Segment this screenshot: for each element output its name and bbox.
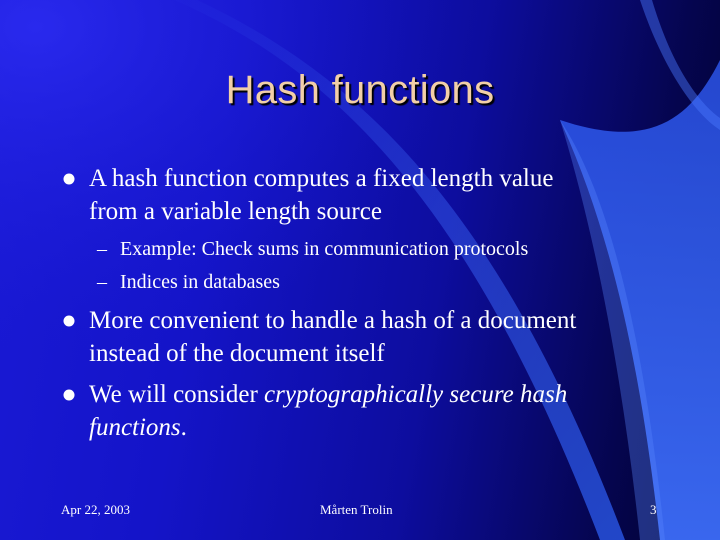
- bullet-3-period: .: [180, 414, 187, 441]
- bullet-3-italic-text: cryptographically secure hash: [264, 381, 568, 408]
- footer-date: Apr 22, 2003: [61, 502, 130, 517]
- sub-bullet-marker: –: [97, 238, 107, 260]
- bullet-3-plain-text: We will consider: [89, 381, 265, 408]
- slide-title: Hash functions: [225, 68, 495, 112]
- bullet-2-line-2: instead of the document itself: [89, 340, 385, 367]
- bullet-1-line-1: A hash function computes a fixed length value: [89, 165, 554, 192]
- bullet-icon: [63, 389, 75, 401]
- bullet-3-italic-text-2: functions: [89, 414, 181, 441]
- footer-author: Mårten Trolin: [320, 502, 393, 517]
- sub-bullet-marker: –: [97, 271, 107, 293]
- bullet-2-line-1: More convenient to handle a hash of a document: [89, 307, 577, 334]
- footer-page-number: 3: [650, 502, 657, 517]
- bullet-3-line-1: [89, 379, 567, 410]
- bullet-3-line-2: [89, 412, 187, 443]
- bullet-1-line-2: from a variable length source: [89, 198, 382, 225]
- sub-bullet-2: Indices in databases: [120, 271, 280, 293]
- bullet-icon: [63, 315, 75, 327]
- sub-bullet-1: Example: Check sums in communication protocols: [120, 238, 529, 260]
- bullet-icon: [63, 173, 75, 185]
